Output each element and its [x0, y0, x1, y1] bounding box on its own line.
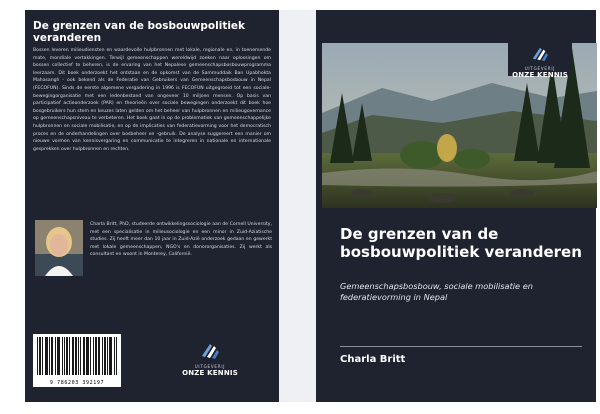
front-cover-title: De grenzen van de bosbouwpolitiek veranderen: [340, 225, 582, 261]
front-cover-subtitle: Gemeenschapsbosbouw, sociale mobilisatie en federatievorming in Nepal: [340, 281, 533, 302]
publisher-logo-back: [175, 342, 245, 377]
back-cover-title: De grenzen van de bosbouwpolitiek veranderen: [33, 20, 246, 44]
author-photo: [35, 220, 83, 276]
back-cover: [25, 10, 279, 402]
publisher-name: ONZE KENNIS: [182, 369, 238, 377]
publisher-name: ONZE KENNIS: [512, 71, 568, 79]
back-cover-blurb: Bossen leveren milieudiensten en waardevolle hulpbronnen met lokale, regionale en, in toenemende mate, mondiale vertakkingen. Terwijl gemeenschappen wereldwijd zoeken naar oplossingen om bossen collectief te beheren, is de ervaring van het Nepalese gemeenschapsbosbouwprogramma leerzaam. Dit boek onderzoekt het ontstaan en de opkomst van de Sammuddaik Ban Upabhokta Mahasangh - ook bekend als de Federatie van Gebruikers van Gemeenschapsbosbouw in Nepal (FECOFUN). Sinds de eerste algemene vergadering in 1996 is FECOFUN uitgegroeid tot een sociale-bewegingorganisatie met een ledenbestand van ongeveer 10 miljoen mensen. Op basis van participatief actieonderzoek (PAR) en theorieën over sociale bewegingen onderzoekt dit boek hoe bosgebruikers hun stem en keuzes laten gelden om het beheer van hulpbronnen en milieugovernance op gemeenschapsniveau te verbeteren. Het boek gaat in op de problematiek van gemeenschappelijke hulpbronnen en sociale mobilisatie, en op de implicaties van federatievorming voor het democratisch proces en de onderhandelingen over bosbeheer en -gebruik. De analyse suggereert een manier om nieuwe vormen van kennisvergaring en communicatie te integreren in nationale en internationale gesprekken over hulpbronnen en rechten.: [33, 48, 271, 152]
publisher-small-text: UITGEVERIJ: [194, 364, 226, 369]
publisher-emblem-icon: [530, 46, 550, 62]
publisher-logo-front: [508, 43, 572, 79]
isbn-digits: 9 786203 392197: [49, 380, 105, 386]
publisher-small-text: UITGEVERIJ: [524, 66, 556, 71]
divider: [340, 346, 582, 347]
cover-photo-forest: [322, 43, 597, 208]
publisher-emblem-icon: [199, 342, 221, 360]
front-cover-author: Charla Britt: [340, 354, 406, 365]
author-bio: Charla Britt, PhD, studeerde ontwikkelingssociologie aan de Cornell University, met een specialisatie in milieusociologie en een minor in Zuid-Aziatische studies. Zij heeft meer dan 10 jaar in Zuid-Azië onderzoek gedaan en gewerkt met lokale gemeenschappen, NGO's en donororganisaties. Zij werkt als consultant en woont in Monterey, Californië.: [90, 222, 272, 258]
book-spine: [279, 10, 316, 402]
isbn-barcode: [33, 334, 121, 387]
front-cover: [316, 10, 596, 402]
